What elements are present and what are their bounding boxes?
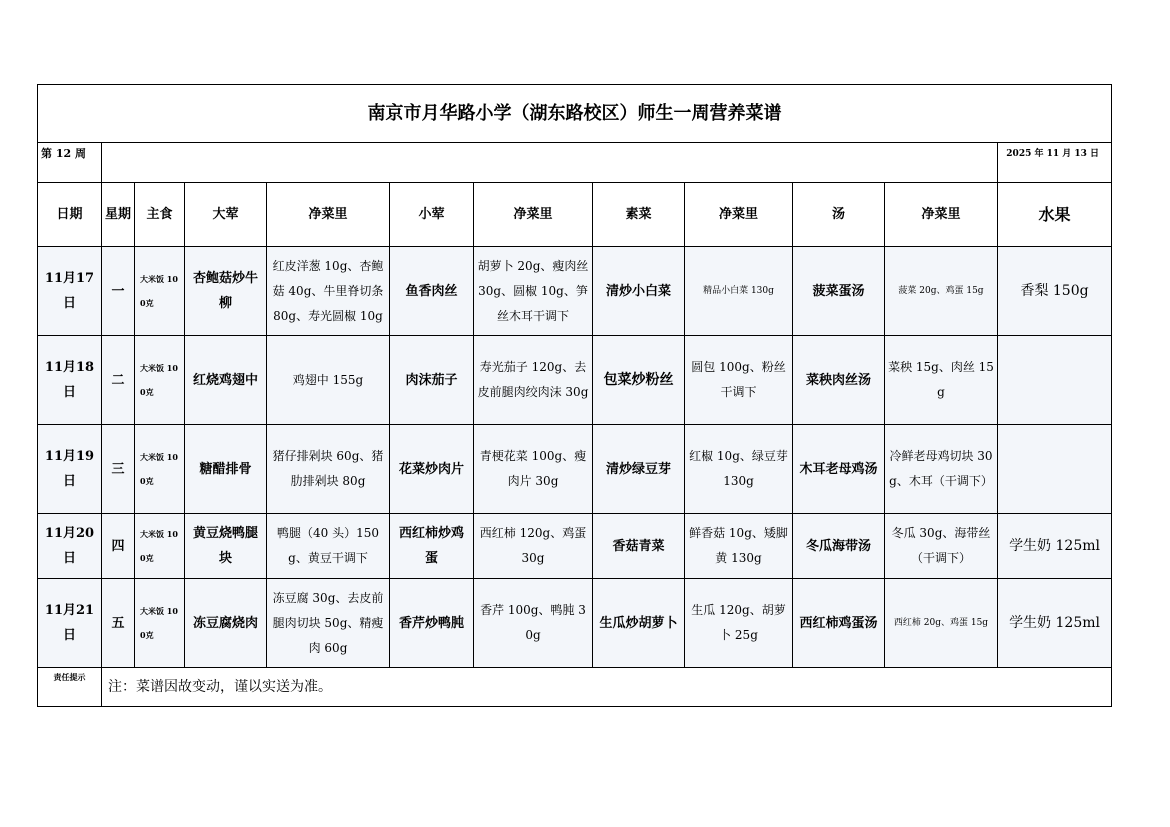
soup-qty-cell: 冷鲜老母鸡切块 30g、木耳（干调下） [885, 425, 998, 514]
soup-qty-cell: 菜秧 15g、肉丝 15g [885, 336, 998, 425]
main-dish-cell: 黄豆烧鸭腿块 [185, 514, 267, 579]
fruit-cell: 学生奶 125ml [998, 514, 1112, 579]
main-dish-cell: 杏鲍菇炒牛柳 [185, 247, 267, 336]
minor-qty-cell: 寿光茄子 120g、去皮前腿肉绞肉沫 30g [474, 336, 593, 425]
main-dish-cell: 冻豆腐烧肉 [185, 579, 267, 668]
veg-qty-cell: 精品小白菜 130g [685, 247, 793, 336]
soup-qty-cell: 菠菜 20g、鸡蛋 15g [885, 247, 998, 336]
header-row [38, 183, 1112, 247]
minor-dish-cell: 西红柿炒鸡蛋 [390, 514, 474, 579]
header-cell: 日期 [38, 183, 102, 247]
weekday-cell: 三 [102, 425, 135, 514]
minor-qty-cell: 香芹 100g、鸭肫 30g [474, 579, 593, 668]
table-row [38, 247, 1112, 336]
veg-qty-cell: 鲜香菇 10g、矮脚黄 130g [685, 514, 793, 579]
header-cell: 净菜里 [474, 183, 593, 247]
veg-dish-cell: 清炒绿豆芽 [593, 425, 685, 514]
staple-cell: 大米饭 100克 [135, 336, 185, 425]
soup-cell: 木耳老母鸡汤 [793, 425, 885, 514]
veg-qty-cell: 生瓜 120g、胡萝卜 25g [685, 579, 793, 668]
date-cell: 11月19日 [38, 425, 102, 514]
weekday-cell: 二 [102, 336, 135, 425]
main-qty-cell: 鸡翅中 155g [267, 336, 390, 425]
date-cell: 11月20日 [38, 514, 102, 579]
veg-qty-cell: 圆包 100g、粉丝干调下 [685, 336, 793, 425]
minor-dish-cell: 肉沫茄子 [390, 336, 474, 425]
menu-title: 南京市月华路小学（湖东路校区）师生一周营养菜谱 [38, 85, 1112, 143]
staple-cell: 大米饭 100克 [135, 514, 185, 579]
date-cell: 11月21日 [38, 579, 102, 668]
fruit-cell [998, 425, 1112, 514]
fruit-cell [998, 336, 1112, 425]
minor-qty-cell: 青梗花菜 100g、瘦肉片 30g [474, 425, 593, 514]
week-number: 第 12 周 [38, 143, 102, 183]
minor-dish-cell: 香芹炒鸭肫 [390, 579, 474, 668]
table-row [38, 425, 1112, 514]
main-qty-cell: 冻豆腐 30g、去皮前腿肉切块 50g、精瘦肉 60g [267, 579, 390, 668]
main-qty-cell: 鸭腿（40 头）150g、黄豆干调下 [267, 514, 390, 579]
main-dish-cell: 红烧鸡翅中 [185, 336, 267, 425]
header-cell: 净菜里 [685, 183, 793, 247]
minor-qty-cell: 西红柿 120g、鸡蛋 30g [474, 514, 593, 579]
minor-dish-cell: 花菜炒肉片 [390, 425, 474, 514]
table-row [38, 514, 1112, 579]
veg-dish-cell: 包菜炒粉丝 [593, 336, 685, 425]
soup-cell: 菠菜蛋汤 [793, 247, 885, 336]
header-cell: 主食 [135, 183, 185, 247]
veg-dish-cell: 生瓜炒胡萝卜 [593, 579, 685, 668]
staple-cell: 大米饭 100克 [135, 579, 185, 668]
header-cell: 小荤 [390, 183, 474, 247]
date-cell: 11月17日 [38, 247, 102, 336]
date-cell: 11月18日 [38, 336, 102, 425]
veg-dish-cell: 香菇青菜 [593, 514, 685, 579]
soup-cell: 西红柿鸡蛋汤 [793, 579, 885, 668]
soup-qty-cell: 西红柿 20g、鸡蛋 15g [885, 579, 998, 668]
info-blank [102, 143, 998, 183]
soup-qty-cell: 冬瓜 30g、海带丝（干调下） [885, 514, 998, 579]
table-row [38, 336, 1112, 425]
main-qty-cell: 猪仔排剁块 60g、猪肋排剁块 80g [267, 425, 390, 514]
weekday-cell: 四 [102, 514, 135, 579]
header-cell: 星期 [102, 183, 135, 247]
note-row [38, 668, 1112, 707]
note-label: 责任提示 [38, 668, 102, 707]
header-cell: 素菜 [593, 183, 685, 247]
soup-cell: 冬瓜海带汤 [793, 514, 885, 579]
weekly-menu-table [37, 84, 1112, 707]
veg-qty-cell: 红椒 10g、绿豆芽 130g [685, 425, 793, 514]
note-text: 注：菜谱因故变动，谨以实送为准。 [102, 668, 1112, 707]
fruit-cell: 学生奶 125ml [998, 579, 1112, 668]
header-cell: 水果 [998, 183, 1112, 247]
header-cell: 净菜里 [267, 183, 390, 247]
minor-qty-cell: 胡萝卜 20g、瘦肉丝 30g、圆椒 10g、笋丝木耳干调下 [474, 247, 593, 336]
soup-cell: 菜秧肉丝汤 [793, 336, 885, 425]
header-cell: 汤 [793, 183, 885, 247]
issue-date: 2025 年 11 月 13 日 [998, 143, 1112, 183]
weekday-cell: 一 [102, 247, 135, 336]
header-cell: 净菜里 [885, 183, 998, 247]
main-qty-cell: 红皮洋葱 10g、杏鲍菇 40g、牛里脊切条 80g、寿光圆椒 10g [267, 247, 390, 336]
weekday-cell: 五 [102, 579, 135, 668]
fruit-cell: 香梨 150g [998, 247, 1112, 336]
staple-cell: 大米饭 100克 [135, 425, 185, 514]
veg-dish-cell: 清炒小白菜 [593, 247, 685, 336]
table-row [38, 579, 1112, 668]
header-cell: 大荤 [185, 183, 267, 247]
minor-dish-cell: 鱼香肉丝 [390, 247, 474, 336]
staple-cell: 大米饭 100克 [135, 247, 185, 336]
main-dish-cell: 糖醋排骨 [185, 425, 267, 514]
